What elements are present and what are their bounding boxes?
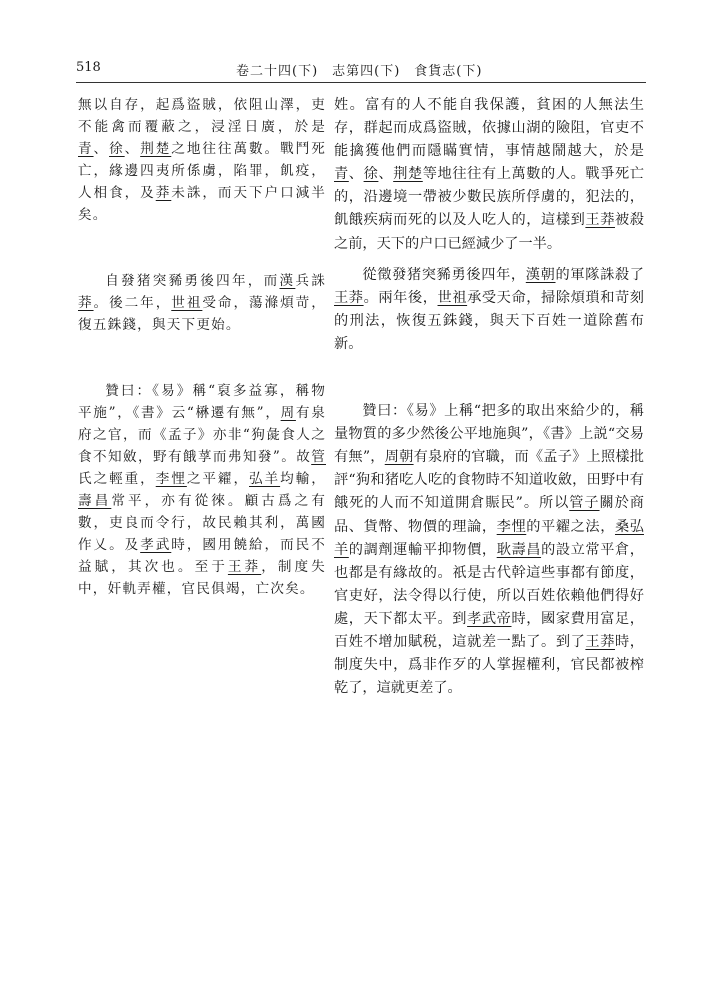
text-run: 均輸， (280, 471, 326, 487)
proper-name: 漢 (279, 273, 296, 289)
text-run: 姓。富有的人不能自我保護，貧困的人無法生存，群起而成爲盜賊，依據山湖的險阻，官吏不能擒獲他們而隱瞞實情，事情越鬧越大，於是 (334, 97, 644, 160)
text-run: 無以自存，起爲盜賊，依阻山澤，吏不能禽而覆蔽之，浸淫日廣，於是 (78, 97, 326, 135)
text-run: 、 (378, 166, 394, 183)
text-run: 的設立常平倉，也都是有緣故的。祇是古代幹這些事都有節度，官吏好，法令得以行使，所以百姓依賴他們得好處，天下都太平。到 (334, 541, 644, 627)
text-run: 、 (348, 166, 364, 183)
text-run: 時，國用饒給，而民不益賦，其次也。至于 (78, 537, 326, 575)
proper-name: 王莽 (585, 212, 615, 229)
classical-text-column (78, 94, 326, 600)
text-run: 、 (124, 141, 141, 157)
text-run: ，制度失中，奸軌弄權，官民俱竭，亡次矣。 (78, 559, 326, 597)
text-run: 未誅，而天下户口減半矣。 (78, 185, 326, 223)
text-run: 贊曰：《易》稱“裒多益寡，稱物平施”，《書》云“楙遷有無”， (78, 383, 326, 421)
text-run: 的調劑運輸平抑物價， (348, 541, 497, 558)
header-rule (76, 82, 646, 83)
left-paragraph-3 (78, 380, 326, 600)
right-paragraph-3 (334, 400, 644, 700)
proper-name: 李悝 (155, 471, 187, 487)
right-paragraph-1 (334, 94, 644, 256)
text-run: 的平糴之法， (526, 518, 615, 535)
proper-name: 徐 (109, 141, 125, 157)
text-run: 、 (93, 141, 110, 157)
proper-name: 管子 (569, 495, 600, 512)
proper-name: 世祖 (437, 289, 468, 306)
proper-name: 荆楚 (393, 166, 423, 183)
proper-name: 王莽 (227, 559, 262, 575)
text-run: 自發猪突豨勇後四年，而 (105, 273, 280, 289)
text-run: 的軍隊誅殺了 (555, 266, 644, 283)
proper-name: 桑弘羊 (334, 518, 644, 558)
proper-name: 青 (334, 166, 349, 183)
left-paragraph-1 (78, 94, 326, 226)
text-run: 時，制度失中，爲非作歹的人掌握權利，官民都被榨乾了，這就更差了。 (334, 633, 644, 697)
text-run: 有泉府的官職，而《孟子》上照樣批評“狗和猪吃人吃的食物時不知道收斂，田野中有餓死的人而不知道開倉賑民”。所以 (334, 449, 644, 512)
text-run: 時，國家費用富足，百姓不增加賦税，這就差一點了。到了 (334, 610, 644, 650)
proper-name: 莽 (155, 185, 172, 201)
proper-name: 莽 (78, 295, 94, 311)
proper-name: 世祖 (171, 295, 203, 311)
text-run: 贊曰：《易》上稱“把多的取出來給少的，稱量物質的多少然後公平地施與”，《書》上説“交易有無”， (334, 403, 644, 466)
translation-column (334, 94, 644, 700)
text-run: 等地往往有上萬數的人。戰爭死亡的，沿邊境一帶被少數民族所俘虜的，犯法的，飢餓疾病而死的以及人吃人的，這樣到 (334, 166, 644, 229)
text-run: 。兩年後， (363, 289, 438, 306)
running-head: 卷二十四(下) 志第四(下) 食貨志(下) (236, 64, 483, 79)
text-run: 承受天命，掃除煩瑣和苛刻的刑法，恢復五銖錢，與天下百姓一道除舊布新。 (334, 289, 644, 352)
text-run: 受命，蕩滌煩苛，復五銖錢，與天下更始。 (78, 295, 326, 333)
right-paragraph-2 (334, 264, 644, 356)
text-run: 被殺之前，天下的户口已經減少了一半。 (334, 212, 644, 252)
proper-name: 王莽 (334, 289, 364, 306)
text-run: 有泉府之官，而《孟子》亦非“狗彘食人之食不知斂，野有餓莩而弗知發”。故 (78, 405, 326, 465)
proper-name: 徐 (363, 166, 379, 183)
left-paragraph-2 (78, 270, 326, 336)
proper-name: 孝武 (140, 537, 172, 553)
text-run: 常平，亦有從徠。顧古爲之有數，吏良而令行，故民賴其利，萬國作乂。及 (78, 493, 326, 553)
text-run: 關於商品、貨幣、物價的理論， (334, 495, 644, 535)
text-run: 氏之輕重， (78, 471, 156, 487)
proper-name: 管 (311, 449, 326, 465)
text-run: 兵誅 (295, 273, 326, 289)
text-run: 。後二年， (93, 295, 172, 311)
text-run: 之平糴， (186, 471, 250, 487)
proper-name: 青 (78, 141, 94, 157)
proper-name: 弘羊 (249, 471, 281, 487)
proper-name: 李悝 (496, 518, 527, 535)
proper-name: 王莽 (585, 633, 615, 650)
text-run: 從徵發猪突豨勇後四年， (362, 266, 526, 283)
proper-name: 周朝 (384, 449, 414, 466)
text-run: 之地往往萬數。戰鬥死亡，緣邊四夷所係虜，陷罪，飢疫，人相食，及 (78, 141, 326, 201)
page-number: 518 (76, 60, 101, 75)
proper-name: 壽昌 (78, 493, 112, 509)
page-header (76, 60, 646, 82)
proper-name: 荆楚 (140, 141, 172, 157)
proper-name: 周 (280, 405, 296, 421)
proper-name: 漢朝 (525, 266, 556, 283)
proper-name: 耿壽昌 (496, 541, 542, 558)
proper-name: 孝武帝 (467, 610, 512, 627)
